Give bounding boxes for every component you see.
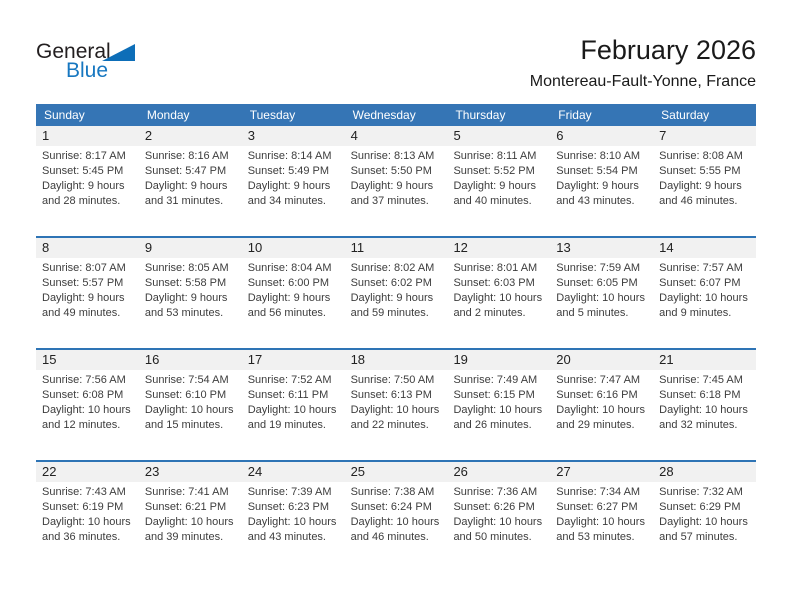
sunset-text: Sunset: 6:29 PM [659, 501, 741, 513]
title-block [530, 34, 756, 94]
day-cell [36, 126, 139, 236]
general-blue-logo [36, 40, 156, 88]
sunrise-text: Sunrise: 7:54 AM [144, 374, 229, 386]
day-number: 6 [550, 126, 653, 146]
daylight-text-line2: and 2 minutes. [453, 307, 526, 319]
sunrise-text: Sunrise: 8:10 AM [556, 150, 641, 162]
daylight-text-line2: and 5 minutes. [556, 307, 629, 319]
sunrise-text: Sunrise: 7:38 AM [350, 486, 435, 498]
sunset-text: Sunset: 6:10 PM [144, 389, 227, 401]
daylight-text-line1: Daylight: 9 hours [247, 180, 331, 192]
day-cell [36, 350, 139, 460]
day-number: 1 [36, 126, 139, 146]
weekday-thursday: Thursday [455, 108, 506, 122]
page-subtitle: Montereau-Fault-Yonne, France [529, 73, 756, 90]
sunrise-text: Sunrise: 8:11 AM [453, 150, 537, 162]
sunset-text: Sunset: 5:55 PM [659, 165, 741, 177]
day-number: 21 [653, 350, 756, 370]
daylight-text-line2: and 37 minutes. [350, 195, 429, 207]
weekday-header-row [36, 104, 756, 126]
sunrise-text: Sunrise: 7:49 AM [453, 374, 538, 386]
sunrise-text: Sunrise: 7:59 AM [556, 262, 641, 274]
logo-general-text: General [36, 40, 111, 63]
sunrise-text: Sunrise: 7:56 AM [42, 374, 126, 386]
day-number: 26 [447, 462, 550, 482]
daylight-text-line1: Daylight: 10 hours [659, 404, 748, 416]
sunset-text: Sunset: 5:52 PM [453, 165, 535, 177]
sunrise-text: Sunrise: 7:43 AM [42, 486, 126, 498]
daylight-text-line2: and 43 minutes. [247, 531, 326, 543]
weekday-tuesday: Tuesday [249, 108, 296, 122]
daylight-text-line1: Daylight: 10 hours [556, 292, 645, 304]
day-cell [653, 462, 756, 572]
daylight-text-line2: and 53 minutes. [144, 307, 224, 319]
week-row [36, 236, 756, 348]
day-cell [139, 126, 242, 236]
day-number: 24 [242, 462, 345, 482]
day-number: 5 [447, 126, 550, 146]
sunrise-text: Sunrise: 7:52 AM [247, 374, 332, 386]
day-cell [550, 238, 653, 348]
day-cell [550, 350, 653, 460]
daylight-text-line2: and 15 minutes. [144, 419, 224, 431]
sunrise-text: Sunrise: 8:05 AM [144, 262, 229, 274]
sunrise-text: Sunrise: 7:47 AM [556, 374, 641, 386]
daylight-text-line2: and 28 minutes. [42, 195, 121, 207]
day-number: 2 [139, 126, 242, 146]
sunset-text: Sunset: 6:07 PM [659, 277, 741, 289]
sunrise-text: Sunrise: 8:13 AM [350, 150, 435, 162]
day-number: 17 [242, 350, 345, 370]
sunset-text: Sunset: 6:18 PM [659, 389, 741, 401]
sunset-text: Sunset: 6:03 PM [453, 277, 535, 289]
sunset-text: Sunset: 6:23 PM [247, 501, 330, 513]
sunset-text: Sunset: 5:58 PM [144, 277, 227, 289]
daylight-text-line2: and 19 minutes. [247, 419, 326, 431]
sunrise-text: Sunrise: 8:17 AM [42, 150, 126, 162]
sunset-text: Sunset: 6:02 PM [350, 277, 432, 289]
daylight-text-line1: Daylight: 9 hours [350, 180, 434, 192]
daylight-text-line1: Daylight: 10 hours [453, 516, 543, 528]
day-number: 7 [653, 126, 756, 146]
daylight-text-line2: and 36 minutes. [42, 531, 121, 543]
day-cell [242, 126, 345, 236]
daylight-text-line2: and 50 minutes. [453, 531, 532, 543]
sunset-text: Sunset: 6:00 PM [247, 277, 330, 289]
daylight-text-line1: Daylight: 10 hours [144, 404, 234, 416]
day-cell [345, 350, 448, 460]
day-number: 16 [139, 350, 242, 370]
daylight-text-line1: Daylight: 9 hours [350, 292, 434, 304]
day-cell [36, 462, 139, 572]
daylight-text-line1: Daylight: 10 hours [453, 404, 543, 416]
daylight-text-line2: and 49 minutes. [42, 307, 121, 319]
weekday-wednesday: Wednesday [352, 108, 416, 122]
day-cell [447, 238, 550, 348]
daylight-text-line2: and 39 minutes. [144, 531, 224, 543]
day-number: 13 [550, 238, 653, 258]
sunset-text: Sunset: 6:21 PM [144, 501, 227, 513]
sunset-text: Sunset: 5:47 PM [144, 165, 227, 177]
day-number: 22 [36, 462, 139, 482]
daylight-text-line1: Daylight: 9 hours [556, 180, 639, 192]
sunrise-text: Sunrise: 7:45 AM [659, 374, 743, 386]
day-number: 15 [36, 350, 139, 370]
daylight-text-line1: Daylight: 10 hours [350, 404, 440, 416]
daylight-text-line1: Daylight: 9 hours [659, 180, 742, 192]
sunset-text: Sunset: 5:49 PM [247, 165, 330, 177]
day-number: 25 [345, 462, 448, 482]
daylight-text-line2: and 26 minutes. [453, 419, 532, 431]
week-row [36, 126, 756, 236]
day-number: 19 [447, 350, 550, 370]
sunrise-text: Sunrise: 8:01 AM [453, 262, 538, 274]
daylight-text-line1: Daylight: 10 hours [453, 292, 543, 304]
day-cell [139, 238, 242, 348]
day-number: 20 [550, 350, 653, 370]
daylight-text-line1: Daylight: 10 hours [350, 516, 440, 528]
day-cell [242, 462, 345, 572]
sunrise-text: Sunrise: 8:07 AM [42, 262, 126, 274]
day-cell [447, 350, 550, 460]
sunset-text: Sunset: 6:13 PM [350, 389, 432, 401]
sunrise-text: Sunrise: 7:32 AM [659, 486, 743, 498]
day-number: 4 [345, 126, 448, 146]
daylight-text-line2: and 57 minutes. [659, 531, 738, 543]
day-cell [139, 462, 242, 572]
daylight-text-line2: and 40 minutes. [453, 195, 532, 207]
sunrise-text: Sunrise: 8:08 AM [659, 150, 743, 162]
day-cell [550, 126, 653, 236]
sunset-text: Sunset: 5:45 PM [42, 165, 124, 177]
daylight-text-line1: Daylight: 10 hours [42, 516, 131, 528]
day-cell [36, 238, 139, 348]
daylight-text-line1: Daylight: 10 hours [659, 516, 748, 528]
daylight-text-line1: Daylight: 9 hours [144, 180, 228, 192]
sunset-text: Sunset: 5:50 PM [350, 165, 432, 177]
calendar-table [36, 104, 756, 572]
day-cell [447, 462, 550, 572]
daylight-text-line2: and 46 minutes. [350, 531, 429, 543]
daylight-text-line2: and 9 minutes. [659, 307, 732, 319]
daylight-text-line2: and 56 minutes. [247, 307, 326, 319]
sunrise-text: Sunrise: 8:02 AM [350, 262, 435, 274]
sunrise-text: Sunrise: 7:50 AM [350, 374, 435, 386]
page-title: February 2026 [580, 35, 756, 65]
daylight-text-line2: and 53 minutes. [556, 531, 635, 543]
sunset-text: Sunset: 6:08 PM [42, 389, 124, 401]
day-number: 12 [447, 238, 550, 258]
daylight-text-line1: Daylight: 10 hours [247, 404, 337, 416]
day-cell [139, 350, 242, 460]
day-number: 28 [653, 462, 756, 482]
day-cell [242, 350, 345, 460]
sunset-text: Sunset: 6:11 PM [247, 389, 329, 401]
sunrise-text: Sunrise: 8:04 AM [247, 262, 332, 274]
sunset-text: Sunset: 6:05 PM [556, 277, 638, 289]
daylight-text-line1: Daylight: 9 hours [42, 292, 125, 304]
daylight-text-line2: and 46 minutes. [659, 195, 738, 207]
sunrise-text: Sunrise: 7:41 AM [144, 486, 229, 498]
daylight-text-line2: and 22 minutes. [350, 419, 429, 431]
daylight-text-line1: Daylight: 10 hours [42, 404, 131, 416]
calendar-weeks [36, 126, 756, 572]
weekday-saturday: Saturday [661, 108, 710, 122]
weekday-monday: Monday [146, 108, 190, 122]
daylight-text-line2: and 43 minutes. [556, 195, 635, 207]
day-number: 23 [139, 462, 242, 482]
daylight-text-line1: Daylight: 9 hours [453, 180, 536, 192]
daylight-text-line1: Daylight: 10 hours [556, 516, 645, 528]
day-cell [345, 238, 448, 348]
daylight-text-line1: Daylight: 10 hours [247, 516, 337, 528]
day-number: 14 [653, 238, 756, 258]
sunset-text: Sunset: 5:57 PM [42, 277, 124, 289]
day-cell [653, 350, 756, 460]
sunrise-text: Sunrise: 7:34 AM [556, 486, 641, 498]
day-cell [550, 462, 653, 572]
day-number: 3 [242, 126, 345, 146]
day-number: 18 [345, 350, 448, 370]
day-cell [653, 126, 756, 236]
sunset-text: Sunset: 6:15 PM [453, 389, 535, 401]
day-number: 9 [139, 238, 242, 258]
sunrise-text: Sunrise: 7:36 AM [453, 486, 538, 498]
sunrise-text: Sunrise: 7:57 AM [659, 262, 743, 274]
day-cell [653, 238, 756, 348]
day-number: 11 [345, 238, 448, 258]
sunset-text: Sunset: 6:27 PM [556, 501, 638, 513]
daylight-text-line2: and 34 minutes. [247, 195, 326, 207]
sunset-text: Sunset: 6:19 PM [42, 501, 124, 513]
weekday-friday: Friday [558, 108, 592, 122]
daylight-text-line1: Daylight: 10 hours [659, 292, 748, 304]
day-cell [345, 126, 448, 236]
sunrise-text: Sunrise: 8:16 AM [144, 150, 229, 162]
daylight-text-line2: and 12 minutes. [42, 419, 121, 431]
week-row [36, 460, 756, 572]
weekday-sunday: Sunday [44, 108, 85, 122]
day-number: 27 [550, 462, 653, 482]
week-row [36, 348, 756, 460]
day-number: 10 [242, 238, 345, 258]
daylight-text-line2: and 29 minutes. [556, 419, 635, 431]
daylight-text-line2: and 32 minutes. [659, 419, 738, 431]
daylight-text-line1: Daylight: 9 hours [144, 292, 228, 304]
daylight-text-line2: and 59 minutes. [350, 307, 429, 319]
daylight-text-line2: and 31 minutes. [144, 195, 224, 207]
daylight-text-line1: Daylight: 10 hours [556, 404, 645, 416]
day-cell [345, 462, 448, 572]
sunset-text: Sunset: 5:54 PM [556, 165, 638, 177]
sunset-text: Sunset: 6:16 PM [556, 389, 638, 401]
sunset-text: Sunset: 6:26 PM [453, 501, 535, 513]
sunrise-text: Sunrise: 8:14 AM [247, 150, 332, 162]
day-number: 8 [36, 238, 139, 258]
daylight-text-line1: Daylight: 9 hours [42, 180, 125, 192]
daylight-text-line1: Daylight: 10 hours [144, 516, 234, 528]
daylight-text-line1: Daylight: 9 hours [247, 292, 331, 304]
sunset-text: Sunset: 6:24 PM [350, 501, 432, 513]
day-cell [447, 126, 550, 236]
sunrise-text: Sunrise: 7:39 AM [247, 486, 332, 498]
logo-blue-text: Blue [66, 59, 109, 82]
day-cell [242, 238, 345, 348]
